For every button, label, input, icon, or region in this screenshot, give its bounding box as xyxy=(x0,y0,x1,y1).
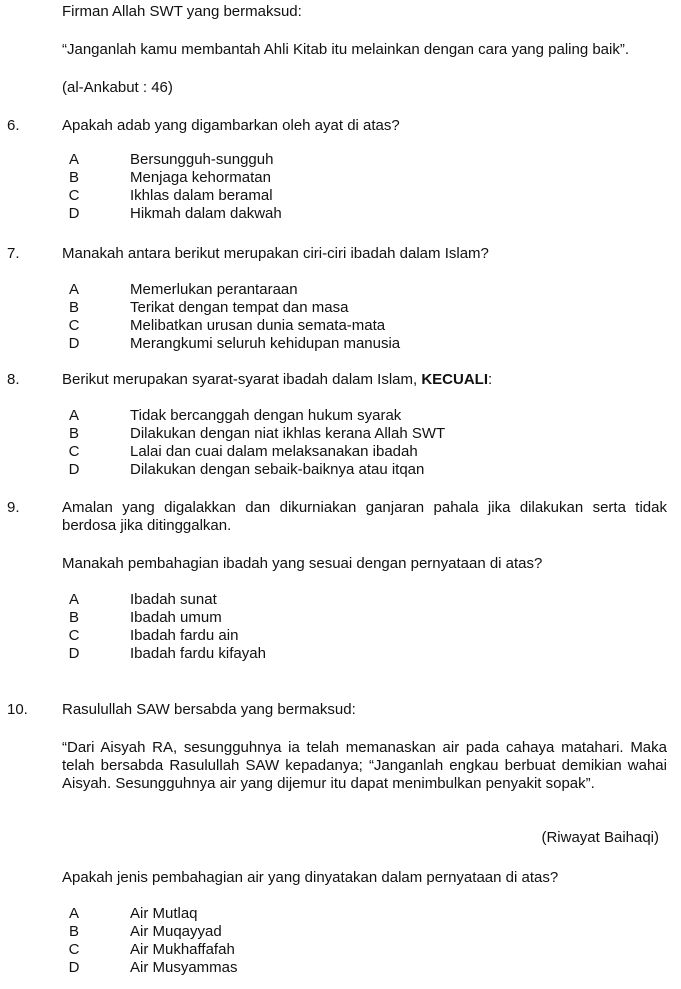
option-text: Dilakukan dengan niat ikhlas kerana Allah SWT xyxy=(130,425,446,442)
intro-source: (al-Ankabut : 46) xyxy=(62,79,173,96)
option-letter: A xyxy=(68,281,79,298)
option-text: Menjaga kehormatan xyxy=(130,169,271,186)
question-text-main: Berikut merupakan syarat-syarat ibadah dalam Islam, xyxy=(62,371,418,388)
question-text xyxy=(62,371,667,389)
option-text: Merangkumi seluruh kehidupan manusia xyxy=(130,335,401,352)
option-letter: A xyxy=(68,905,79,922)
option-letter: D xyxy=(68,335,80,352)
option-letter: B xyxy=(68,609,79,626)
option-text: Air Mutlaq xyxy=(130,905,198,922)
option-a[interactable] xyxy=(62,407,622,425)
option-d[interactable] xyxy=(62,335,622,353)
option-letter: C xyxy=(68,443,80,460)
option-letter: A xyxy=(68,151,79,168)
options-list xyxy=(62,591,622,663)
question-number: 9. xyxy=(7,499,20,516)
option-letter: A xyxy=(68,591,79,608)
option-b[interactable] xyxy=(62,425,622,443)
option-text: Lalai dan cuai dalam melaksanakan ibadah xyxy=(130,443,418,460)
question-lead: Rasulullah SAW bersabda yang bermaksud: xyxy=(62,701,356,718)
question-number: 7. xyxy=(7,245,20,262)
option-text: Memerlukan perantaraan xyxy=(130,281,298,298)
hadith-quote: “Dari Aisyah RA, sesungguhnya ia telah memanaskan air pada cahaya matahari. Maka telah bersabda Rasulullah SAW kepadanya; “Janganlah engkau berbuat demikian wahai Aisyah. Sesungguhnya air yang dijemur itu dapat menimbulkan penyakit sopak”. xyxy=(62,739,667,792)
option-letter: D xyxy=(68,645,80,662)
question-emphasis: KECUALI xyxy=(421,371,489,388)
option-letter: B xyxy=(68,923,79,940)
option-a[interactable] xyxy=(62,591,622,609)
option-text: Ibadah fardu ain xyxy=(130,627,239,644)
option-d[interactable] xyxy=(62,959,622,977)
option-letter: B xyxy=(68,169,79,186)
options-list xyxy=(62,151,622,223)
question-text: Manakah antara berikut merupakan ciri-ciri ibadah dalam Islam? xyxy=(62,245,489,262)
option-a[interactable] xyxy=(62,905,622,923)
option-text: Ikhlas dalam beramal xyxy=(130,187,273,204)
option-text: Ibadah sunat xyxy=(130,591,217,608)
option-a[interactable] xyxy=(62,281,622,299)
option-letter: B xyxy=(68,299,79,316)
option-text: Ibadah umum xyxy=(130,609,222,626)
intro-lead: Firman Allah SWT yang bermaksud: xyxy=(62,3,302,20)
option-b[interactable] xyxy=(62,169,622,187)
hadith-source: (Riwayat Baihaqi) xyxy=(541,829,659,846)
option-a[interactable] xyxy=(62,151,622,169)
options-list xyxy=(62,407,622,479)
option-c[interactable] xyxy=(62,941,622,959)
question-text: Apakah jenis pembahagian air yang dinyatakan dalam pernyataan di atas? xyxy=(62,869,559,886)
option-text: Air Muqayyad xyxy=(130,923,222,940)
option-text: Terikat dengan tempat dan masa xyxy=(130,299,349,316)
option-letter: C xyxy=(68,941,80,958)
option-b[interactable] xyxy=(62,923,622,941)
option-text: Melibatkan urusan dunia semata-mata xyxy=(130,317,386,334)
intro-quote: “Janganlah kamu membantah Ahli Kitab itu melainkan dengan cara yang paling baik”. xyxy=(62,41,630,58)
options-list xyxy=(62,905,622,977)
option-b[interactable] xyxy=(62,609,622,627)
option-text: Hikmah dalam dakwah xyxy=(130,205,282,222)
option-text: Dilakukan dengan sebaik-baiknya atau itqan xyxy=(130,461,425,478)
option-text: Ibadah fardu kifayah xyxy=(130,645,266,662)
question-number: 10. xyxy=(7,701,28,718)
options-list xyxy=(62,281,622,353)
question-number: 8. xyxy=(7,371,20,388)
question-text: Apakah adab yang digambarkan oleh ayat di atas? xyxy=(62,117,400,134)
option-letter: C xyxy=(68,317,80,334)
option-letter: D xyxy=(68,959,80,976)
option-c[interactable] xyxy=(62,443,622,461)
option-b[interactable] xyxy=(62,299,622,317)
option-c[interactable] xyxy=(62,187,622,205)
option-letter: A xyxy=(68,407,79,424)
option-c[interactable] xyxy=(62,317,622,335)
option-letter: C xyxy=(68,627,80,644)
option-d[interactable] xyxy=(62,205,622,223)
option-d[interactable] xyxy=(62,461,622,479)
option-letter: D xyxy=(68,461,80,478)
option-d[interactable] xyxy=(62,645,622,663)
option-letter: B xyxy=(68,425,79,442)
question-suffix: : xyxy=(488,371,493,388)
question-statement: Amalan yang digalakkan dan dikurniakan ganjaran pahala jika dilakukan serta tidak berdosa jika ditinggalkan. xyxy=(62,499,667,534)
option-text: Tidak bercanggah dengan hukum syarak xyxy=(130,407,402,424)
option-text: Air Musyammas xyxy=(130,959,238,976)
option-letter: D xyxy=(68,205,80,222)
question-number: 6. xyxy=(7,117,20,134)
question-text: Manakah pembahagian ibadah yang sesuai dengan pernyataan di atas? xyxy=(62,555,543,572)
option-c[interactable] xyxy=(62,627,622,645)
option-letter: C xyxy=(68,187,80,204)
option-text: Bersungguh-sungguh xyxy=(130,151,274,168)
option-text: Air Mukhaffafah xyxy=(130,941,235,958)
